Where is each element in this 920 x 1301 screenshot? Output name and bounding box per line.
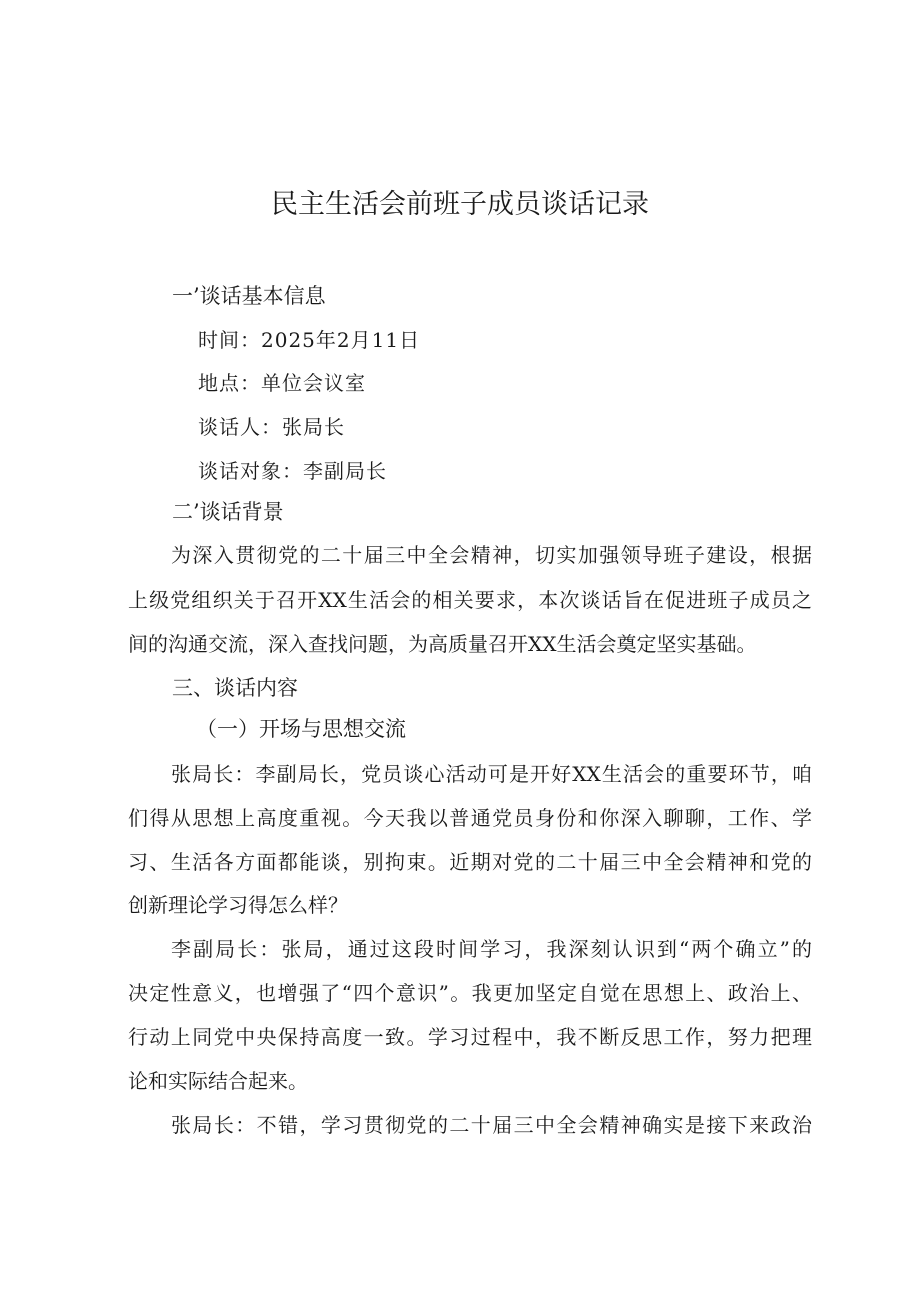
paragraph-line: 决定性意义，也增强了“四个意识”。我更加坚定自觉在思想上、政治上、 bbox=[128, 981, 812, 1005]
info-speaker: 谈话人：张局长 bbox=[198, 415, 345, 439]
page-title: 民主生活会前班子成员谈话记录 bbox=[271, 189, 649, 220]
paragraph-line: 习、生活各方面都能谈，别拘束。近期对党的二十届三中全会精神和党的 bbox=[128, 850, 812, 874]
info-place: 地点：单位会议室 bbox=[198, 371, 366, 395]
paragraph-line: 张局长：不错，学习贯彻党的二十届三中全会精神确实是接下来政治 bbox=[171, 1113, 812, 1137]
section-heading-basic-info: 一’谈话基本信息 bbox=[172, 284, 326, 308]
paragraph-line: 们得从思想上高度重视。今天我以普通党员身份和你深入聊聊，工作、学 bbox=[128, 806, 812, 830]
subsection-heading-opening: （一）开场与思想交流 bbox=[196, 717, 406, 741]
section-heading-background: 二’谈话背景 bbox=[172, 500, 284, 524]
paragraph-line: 李副局长：张局，通过这段时间学习，我深刻认识到“两个确立”的 bbox=[171, 937, 812, 961]
paragraph-line: 为深入贯彻党的二十届三中全会精神，切实加强领导班子建设，根据 bbox=[171, 543, 812, 567]
paragraph-line: 间的沟通交流，深入查找问题，为高质量召开XX生活会奠定坚实基础。 bbox=[128, 632, 757, 656]
paragraph-line: 论和实际结合起来。 bbox=[128, 1069, 308, 1093]
info-time: 时间：2025年2月11日 bbox=[198, 328, 421, 352]
section-heading-content: 三、谈话内容 bbox=[172, 676, 298, 700]
paragraph-line: 张局长：李副局长，党员谈心活动可是开好XX生活会的重要环节，咱 bbox=[171, 762, 812, 786]
paragraph-line: 上级党组织关于召开XX生活会的相关要求，本次谈话旨在促进班子成员之 bbox=[128, 588, 812, 612]
paragraph-line: 创新理论学习得怎么样？ bbox=[128, 893, 348, 917]
paragraph-line: 行动上同党中央保持高度一致。学习过程中，我不断反思工作，努力把理 bbox=[128, 1025, 812, 1049]
info-target: 谈话对象：李副局长 bbox=[198, 459, 387, 483]
